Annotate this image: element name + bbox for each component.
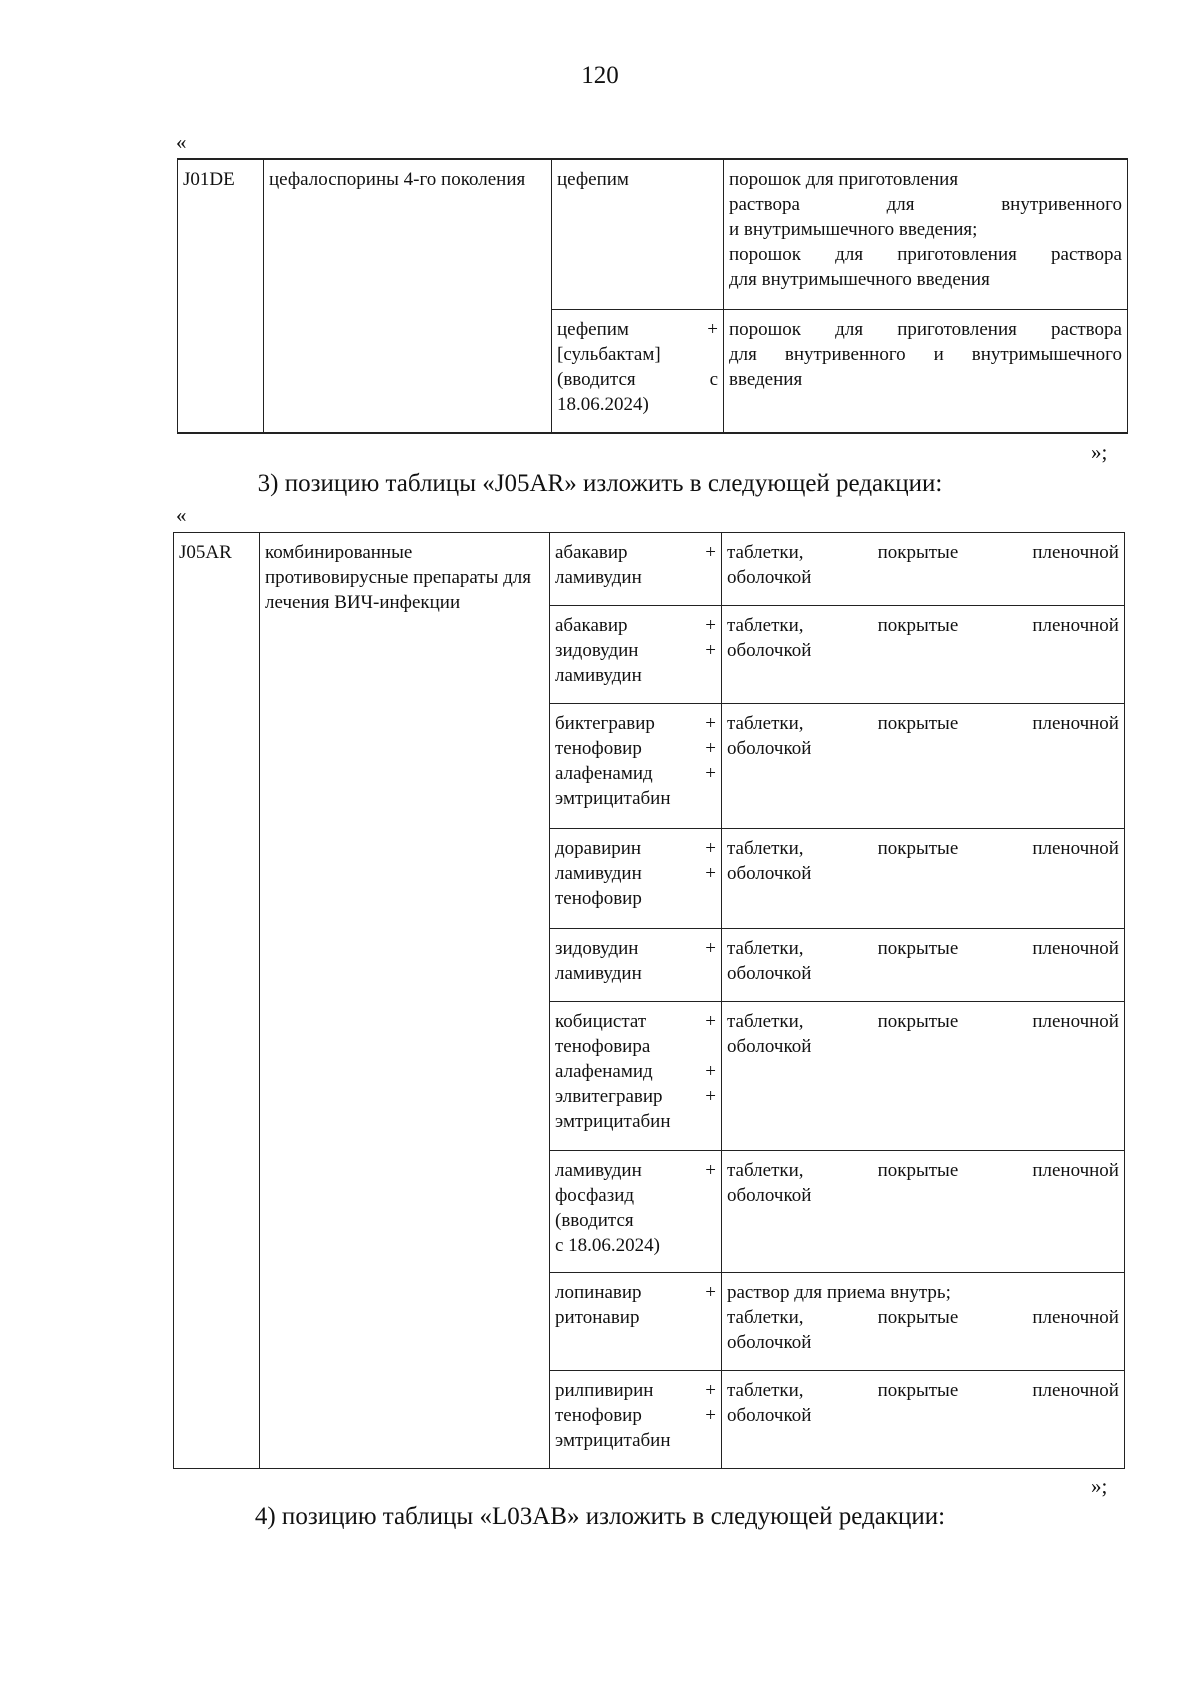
drug-name-cell: [550, 704, 722, 829]
drug-name-cell: [550, 929, 722, 1002]
close-quote-1: »;: [1091, 440, 1108, 464]
dosage-form-line: порошок для приготовления: [729, 169, 959, 190]
dosage-form-cell: [722, 704, 1125, 829]
close-quote-2: »;: [1091, 1474, 1108, 1498]
dosage-form-line: таблетки, покрытые пленочной: [727, 542, 1119, 563]
drug-name-line: тенофовир +: [555, 1405, 716, 1426]
dosage-form-line: оболочкой: [727, 1405, 812, 1426]
drug-name-cell: [550, 1151, 722, 1273]
drug-name-line: абакавир +: [555, 615, 716, 636]
dosage-form-line: оболочкой: [727, 1332, 812, 1353]
drug-name-line: 18.06.2024): [557, 393, 649, 415]
drug-name-line: тенофовира: [555, 1036, 651, 1057]
page-number: 120: [581, 62, 619, 89]
dosage-form-line: для внутривенного и внутримышечного: [729, 343, 1122, 365]
dosage-form-cell: [722, 606, 1125, 704]
dosage-form-line: таблетки, покрытые пленочной: [727, 615, 1119, 636]
dosage-form-line: таблетки, покрытые пленочной: [727, 838, 1119, 859]
drug-name-line: с 18.06.2024): [555, 1235, 661, 1256]
dosage-form-cell: [722, 1151, 1125, 1273]
drug-name-line: кобицистат +: [555, 1011, 716, 1032]
dosage-form-line: таблетки, покрытые пленочной: [727, 713, 1119, 734]
open-quote-1: «: [176, 130, 187, 154]
drug-name-line: ламивудин: [555, 665, 642, 686]
dosage-form-line: оболочкой: [727, 1185, 812, 1206]
dosage-form-line: таблетки, покрытые пленочной: [727, 1160, 1119, 1181]
drug-name-line: ламивудин +: [555, 863, 716, 884]
table-j05ar: [173, 532, 1125, 1469]
drug-name-cell: [552, 309, 724, 433]
drug-name-line: эмтрицитабин: [555, 788, 671, 809]
drug-name-line: ламивудин +: [555, 1160, 716, 1181]
drug-name-line: (вводится: [555, 1210, 634, 1231]
dosage-form-cell: [722, 929, 1125, 1002]
dosage-form-line: таблетки, покрытые пленочной: [727, 1380, 1119, 1401]
dosage-form-line: порошок для приготовления раствора: [729, 244, 1122, 265]
drug-name-line: эмтрицитабин: [555, 1111, 671, 1132]
dosage-form-line: порошок для приготовления раствора: [729, 318, 1122, 340]
drug-name-line: абакавир +: [555, 542, 716, 563]
drug-name-line: ламивудин: [555, 963, 642, 984]
section-heading-4: 4) позицию таблицы «L03AB» изложить в следующей редакции:: [254, 1503, 946, 1530]
dosage-form-line: введения: [729, 368, 803, 390]
section-heading-3: 3) позицию таблицы «J05AR» изложить в следующей редакции:: [257, 470, 943, 497]
dosage-form-line: оболочкой: [727, 963, 812, 984]
drug-name-line: фосфазид: [555, 1185, 635, 1206]
drug-name-line: цефепим +: [557, 318, 718, 340]
drug-name-cell: [552, 159, 724, 309]
dosage-form-cell: [724, 159, 1128, 309]
dosage-form-cell: [724, 309, 1128, 433]
drug-name-line: тенофовир +: [555, 738, 716, 759]
dosage-form-line: раствор для приема внутрь;: [727, 1282, 951, 1303]
dosage-form-cell: [722, 1273, 1125, 1371]
drug-name-line: доравирин +: [555, 838, 716, 859]
drug-name-line: (вводится с: [557, 368, 718, 390]
table-j01de: [177, 158, 1128, 434]
dosage-form-line: оболочкой: [727, 640, 812, 661]
dosage-form-cell: [722, 1002, 1125, 1151]
drug-name-line: биктегравир +: [555, 713, 716, 734]
table-row: [174, 533, 1125, 606]
drug-name-cell: [550, 606, 722, 704]
group-name-cell: цефалоспорины 4-го поколения: [264, 159, 552, 433]
dosage-form-line: и внутримышечного введения;: [729, 219, 978, 240]
table-row: [178, 159, 1128, 309]
drug-name-line: тенофовир: [555, 888, 642, 909]
drug-name-line: ламивудин: [555, 567, 642, 588]
drug-name-cell: [550, 533, 722, 606]
atc-code-cell: J05AR: [174, 533, 260, 1469]
dosage-form-line: оболочкой: [727, 567, 812, 588]
dosage-form-line: оболочкой: [727, 863, 812, 884]
dosage-form-line: раствора для внутривенного: [729, 194, 1122, 215]
drug-name-line: цефепим: [557, 169, 629, 190]
drug-name-line: [сульбактам]: [557, 343, 661, 365]
drug-name-cell: [550, 1002, 722, 1151]
group-name-cell: комбинированные противовирусные препараты для лечения ВИЧ-инфекции: [260, 533, 550, 1469]
drug-name-line: зидовудин +: [555, 640, 716, 661]
drug-name-line: ритонавир: [555, 1307, 640, 1328]
open-quote-2: «: [176, 503, 187, 527]
drug-name-cell: [550, 1273, 722, 1371]
drug-name-line: лопинавир +: [555, 1282, 716, 1303]
dosage-form-line: таблетки, покрытые пленочной: [727, 1011, 1119, 1032]
drug-name-line: элвитегравир +: [555, 1086, 716, 1107]
dosage-form-line: оболочкой: [727, 738, 812, 759]
dosage-form-line: таблетки, покрытые пленочной: [727, 1307, 1119, 1328]
drug-name-line: рилпивирин +: [555, 1380, 716, 1401]
dosage-form-cell: [722, 533, 1125, 606]
drug-name-cell: [550, 829, 722, 929]
drug-name-line: эмтрицитабин: [555, 1430, 671, 1451]
drug-name-line: зидовудин +: [555, 938, 716, 959]
dosage-form-cell: [722, 1371, 1125, 1469]
drug-name-line: алафенамид +: [555, 1061, 716, 1082]
dosage-form-line: таблетки, покрытые пленочной: [727, 938, 1119, 959]
dosage-form-cell: [722, 829, 1125, 929]
dosage-form-line: оболочкой: [727, 1036, 812, 1057]
drug-name-cell: [550, 1371, 722, 1469]
dosage-form-line: для внутримышечного введения: [729, 269, 990, 290]
drug-name-line: алафенамид +: [555, 763, 716, 784]
atc-code-cell: J01DE: [178, 159, 264, 433]
